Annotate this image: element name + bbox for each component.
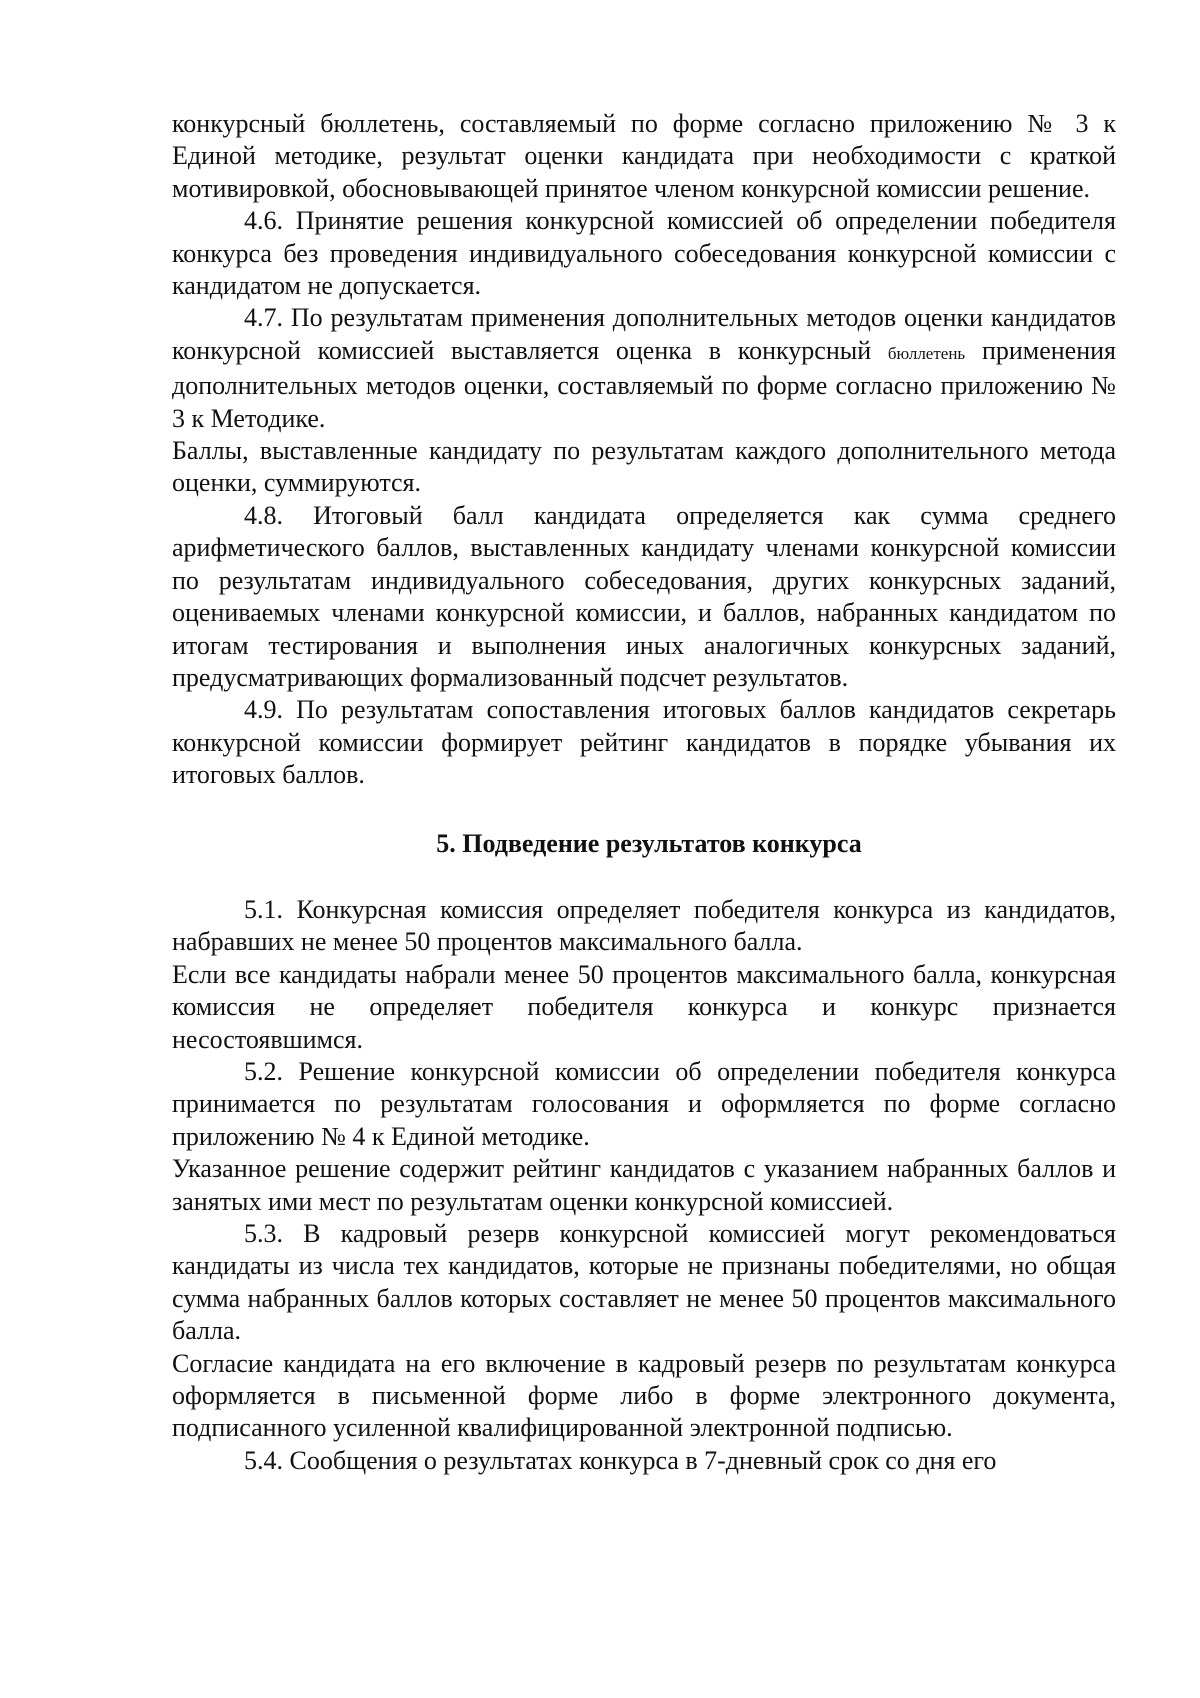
paragraph-4-7 xyxy=(172,302,1116,435)
paragraph-continuation: конкурсный бюллетень, составляемый по форме согласно приложению № 3 к Единой методике, результат оценки кандидата при необходимости с краткой мотивировкой, обосновывающей принятое членом конкурсной комиссии решение. xyxy=(172,109,1116,203)
paragraph-5-3: 5.3. В кадровый резерв конкурсной комиссией могут рекомендоваться кандидаты из числа тех кандидатов, которые не признаны победителями, но общая сумма набранных баллов которых составляет не менее 50 процентов максимального балла. xyxy=(172,1219,1116,1346)
paragraph-4-7-text-start: 4.7. По результатам применения дополнительных методов оценки кандидатов конкурсной комиссией выставляется оценка в конкурсный xyxy=(172,303,1116,365)
paragraph-4-6: 4.6. Принятие решения конкурсной комиссией об определении победителя конкурса без проведения индивидуального собеседования конкурсной комиссии с кандидатом не допускается. xyxy=(172,206,1116,301)
paragraph-4-7-sum: Баллы, выставленные кандидату по результатам каждого дополнительного метода оценки, суммируются. xyxy=(172,436,1116,498)
paragraph-5-1-b: Если все кандидаты набрали менее 50 процентов максимального балла, конкурсная комиссия не определяет победителя конкурса и конкурс признается несостоявшимся. xyxy=(172,959,1116,1054)
document-page xyxy=(172,108,1116,1477)
paragraph-4-9: 4.9. По результатам сопоставления итоговых баллов кандидатов секретарь конкурсной комиссии формирует рейтинг кандидатов в порядке убывания их итоговых баллов. xyxy=(172,695,1116,790)
section-5-title: 5. Подведение результатов конкурса xyxy=(436,828,862,858)
paragraph-5-1: 5.1. Конкурсная комиссия определяет победителя конкурса из кандидатов, набравших не менее 50 процентов максимального балла. xyxy=(172,894,1116,957)
paragraph-4-8: 4.8. Итоговый балл кандидата определяется как сумма среднего арифметического баллов, выставленных кандидату членами конкурсной комиссии по результатам индивидуального собеседования, других конкурсных заданий, оцениваемых членами конкурсной комиссии, и баллов, набранных кандидатом по итогам тестирования и выполнения иных аналогичных конкурсных заданий, предусматривающих формализованный подсчет результатов. xyxy=(172,500,1116,692)
paragraph-4-7-text-end: применения дополнительных методов оценки, составляемый по форме согласно приложению № 3 к Методике. xyxy=(172,335,1116,433)
paragraph-5-4: 5.4. Сообщения о результатах конкурса в 7-дневный срок со дня его xyxy=(244,1445,997,1475)
paragraph-5-3-b: Согласие кандидата на его включение в кадровый резерв по результатам конкурса оформляется в письменной форме либо в форме электронного документа, подписанного усиленной квалифицированной электронной подписью. xyxy=(172,1348,1116,1443)
paragraph-5-2-b: Указанное решение содержит рейтинг кандидатов с указанием набранных баллов и занятых ими мест по результатам оценки конкурсной комиссией. xyxy=(172,1154,1116,1216)
paragraph-4-7-small-word: бюллетень xyxy=(887,343,966,363)
paragraph-5-2: 5.2. Решение конкурсной комиссии об определении победителя конкурса принимается по результатам голосования и оформляется по форме согласно приложению № 4 к Единой методике. xyxy=(172,1056,1116,1151)
